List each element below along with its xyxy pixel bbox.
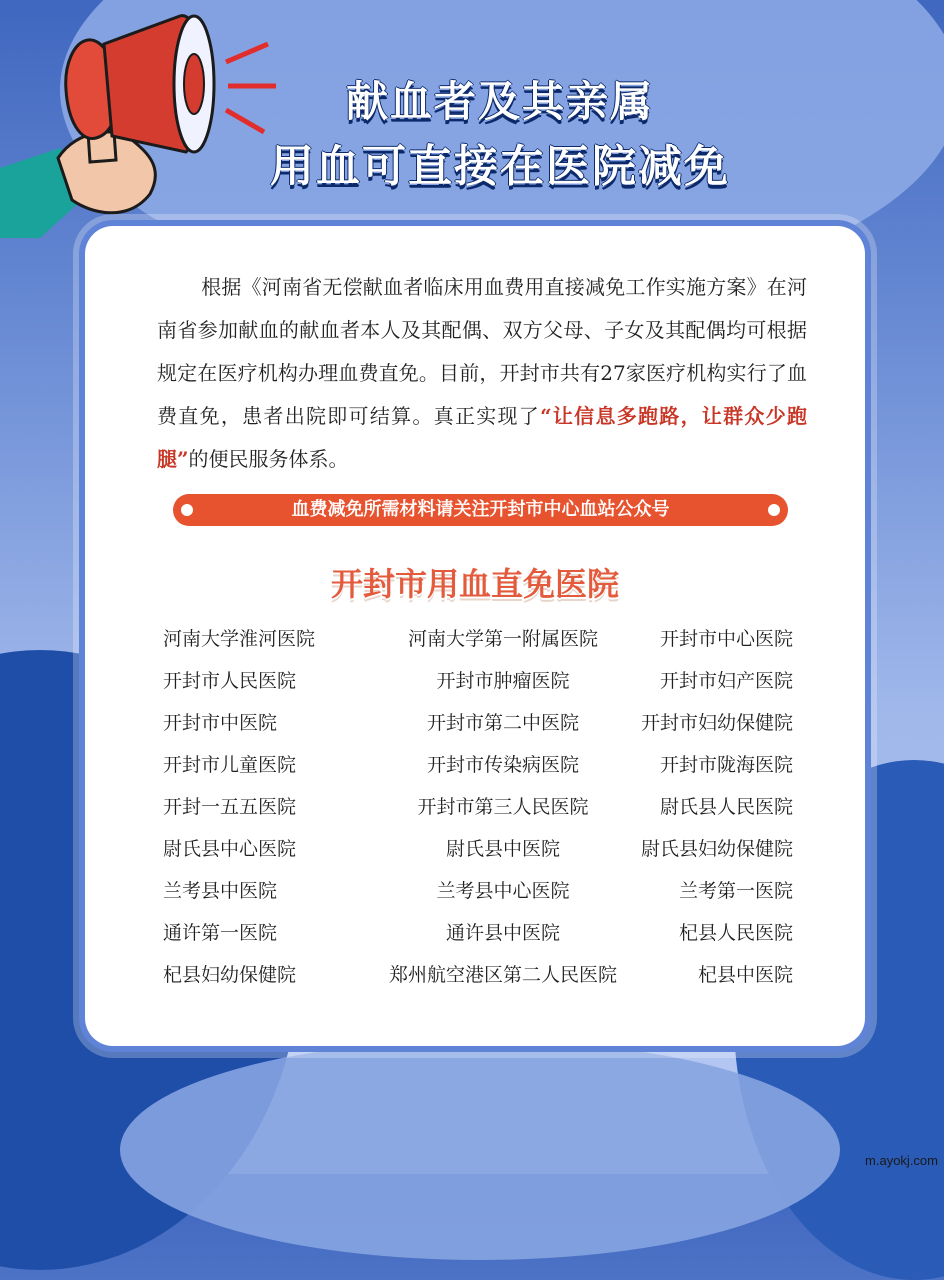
hospital-row	[163, 870, 793, 912]
hospital-item: 河南大学淮河医院	[163, 628, 316, 650]
page-title-line1: 献血者及其亲属	[345, 77, 654, 126]
notice-banner	[173, 494, 788, 526]
hospital-item: 兰考第一医院	[678, 880, 793, 902]
hospital-row	[163, 786, 793, 828]
hospital-row	[163, 954, 793, 996]
hospital-item: 杞县中医院	[697, 964, 793, 986]
watermark-text: m.ayokj.com	[865, 1153, 938, 1168]
hospital-row	[163, 660, 793, 702]
hospital-row	[163, 618, 793, 660]
hospital-row	[163, 744, 793, 786]
intro-paragraph	[157, 266, 807, 481]
right-dot-icon	[768, 504, 780, 516]
hospital-item: 开封一五五医院	[163, 796, 297, 818]
hospital-item: 河南大学第一附属医院	[407, 628, 598, 650]
hospital-item: 开封市中医院	[163, 712, 278, 734]
intro-highlight: “让信息多跑路，让群众少跑腿”	[157, 404, 807, 471]
hospital-item: 杞县人民医院	[678, 922, 793, 944]
left-dot-icon	[181, 504, 193, 516]
hospital-list-title: 开封市用血直免医院	[330, 565, 619, 603]
hospital-item: 尉氏县中心医院	[163, 838, 297, 860]
page-title	[240, 72, 760, 202]
hospital-item: 开封市妇幼保健院	[640, 712, 793, 734]
notice-text: 血费减免所需材料请关注开封市中心血站公众号	[291, 499, 670, 520]
header	[0, 0, 944, 220]
content-card	[85, 226, 865, 1046]
hospital-item: 尉氏县中医院	[445, 838, 560, 860]
hospital-list	[163, 618, 793, 996]
hospital-item: 开封市儿童医院	[163, 754, 297, 776]
hospital-item: 开封市中心医院	[659, 628, 793, 650]
background-blob-bottom	[120, 1040, 840, 1260]
intro-text-part1: 根据《河南省无偿献血者临床用血费用直接减免工作实施方案》在河南省参加献血的献血者本人及其配偶、双方父母、子女及其配偶均可根据规定在医疗机构办理血费直免。目前，开封市共有27家医疗机构实行了血费直免，患者出院即可结算。真正实现了	[157, 275, 807, 428]
hospital-item: 兰考县中心医院	[436, 880, 570, 902]
hospital-item: 郑州航空港区第二人民医院	[388, 964, 617, 986]
page-title-line2: 用血可直接在医院减免	[270, 141, 730, 192]
hospital-item: 开封市第二中医院	[426, 712, 579, 734]
hospital-item: 尉氏县人民医院	[659, 796, 793, 818]
intro-text-part2: 的便民服务体系。	[188, 447, 349, 471]
hospital-row	[163, 912, 793, 954]
hospital-item: 开封市陇海医院	[659, 754, 793, 776]
hospital-item: 开封市妇产医院	[659, 670, 793, 692]
hospital-item: 开封市肿瘤医院	[436, 670, 570, 692]
hospital-item: 开封市传染病医院	[426, 754, 579, 776]
hospital-item: 杞县妇幼保健院	[163, 964, 297, 986]
hospital-item: 开封市第三人民医院	[417, 796, 589, 818]
hospital-item: 尉氏县妇幼保健院	[640, 838, 793, 860]
hospital-item: 通许县中医院	[445, 922, 560, 944]
hospital-item: 开封市人民医院	[163, 670, 297, 692]
hospital-item: 通许第一医院	[163, 922, 278, 944]
hospital-row	[163, 828, 793, 870]
hospital-row	[163, 702, 793, 744]
hospital-item: 兰考县中医院	[163, 880, 278, 902]
